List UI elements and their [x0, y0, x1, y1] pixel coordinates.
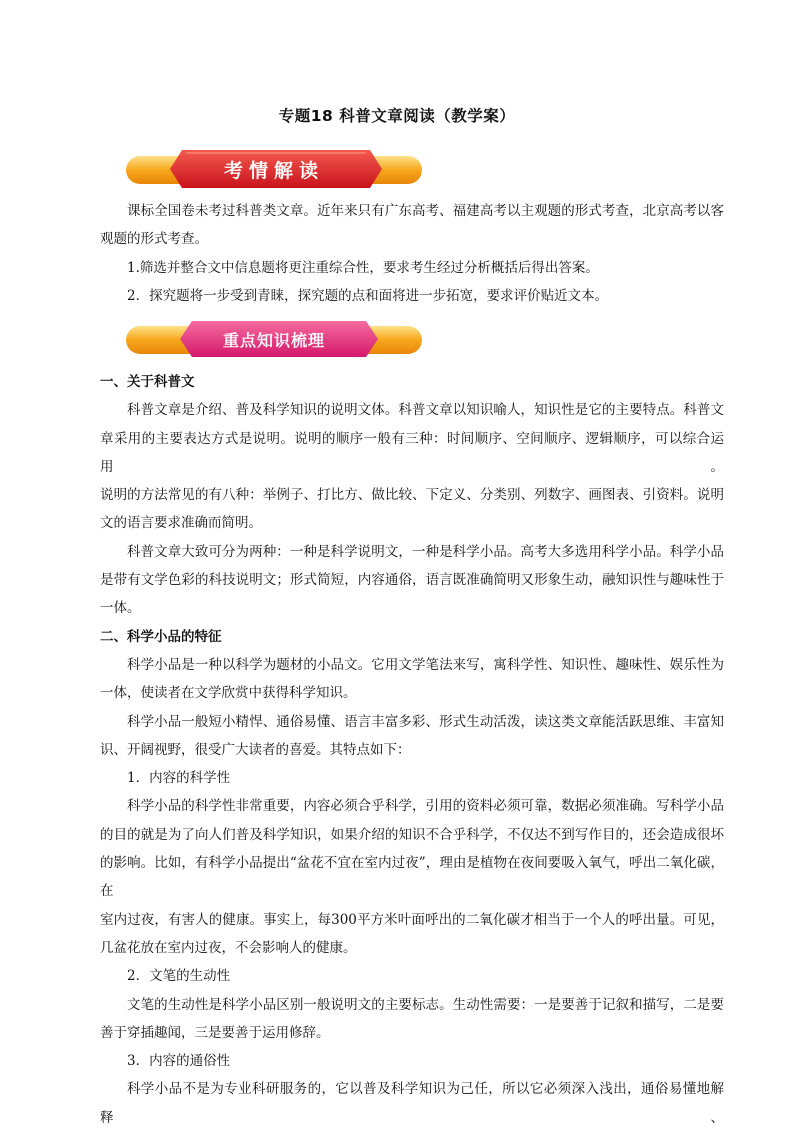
section-banner-key-knowledge: [120, 318, 428, 360]
intro-section: [100, 197, 724, 310]
body-line: 是带有文学色彩的科技说明文；形式简短，内容通俗，语言既准确简明又形象生动，融知识性与趣味性于: [100, 572, 724, 589]
body-line: 科普文章大致可分为两种：一种是科学说明文，一种是科学小品。高考大多选用科学小品。科学小品: [127, 543, 724, 560]
body-line: 科学小品不是为专业科研服务的，它以普及科学知识为己任，所以它必须深入浅出，通俗易懂地解释、: [100, 1081, 724, 1126]
intro-line: 2．探究题将一步受到青睐，探究题的点和面将进一步拓宽，要求评价贴近文本。: [127, 287, 609, 304]
body-line: 科普文章是介绍、普及科学知识的说明文体。科普文章以知识喻人，知识性是它的主要特点。科普文: [127, 402, 724, 419]
section-banner-exam-analysis: [120, 148, 428, 190]
body-line: 一体，使读者在文学欣赏中获得科学知识。: [100, 685, 357, 702]
document-title: 专题18 科普文章阅读（教学案）: [278, 107, 516, 125]
body-line: 章采用的主要表达方式是说明。说明的顺序一般有三种：时间顺序、空间顺序、逻辑顺序，可以综合运用。: [100, 430, 724, 475]
body-line: 科学小品是一种以科学为题材的小品文。它用文学笔法来写，寓科学性、知识性、趣味性、娱乐性为: [127, 656, 724, 673]
intro-line: 1.筛选并整合文中信息题将更注重综合性，要求考生经过分析概括后得出答案。: [127, 259, 599, 276]
body-line: 室内过夜，有害人的健康。事实上，每300平方米叶面呼出的二氧化碳才相当于一个人的呼出量。可见，: [100, 911, 724, 928]
section-heading: 二、科学小品的特征: [100, 628, 222, 645]
body-line: 文的语言要求准确而简明。: [100, 515, 262, 532]
body-section: [100, 368, 724, 1132]
body-line: 科学小品一般短小精悍、通俗易懂、语言丰富多彩、形式生动活泼，读这类文章能活跃思维、丰富知: [127, 713, 724, 730]
intro-line: 课标全国卷未考过科普类文章。近年来只有广东高考、福建高考以主观题的形式考查，北京高考以客: [127, 203, 724, 219]
body-line: 识、开阔视野，很受广大读者的喜爱。其特点如下：: [100, 741, 411, 758]
body-line: 的影响。比如，有科学小品提出“盆花不宜在室内过夜”，理由是植物在夜间要吸入氧气，呼出二氧化碳，在: [100, 855, 724, 900]
body-line: 说明的方法常见的有八种：举例子、打比方、做比较、下定义、分类别、列数字、画图表、引资料。说明: [100, 487, 724, 504]
section-heading: 一、关于科普文: [100, 374, 195, 390]
body-line: 的目的就是为了向人们普及科学知识，如果介绍的知识不合乎科学，不仅达不到写作目的，还会造成很坏: [100, 826, 724, 843]
body-line: 科学小品的科学性非常重要，内容必须合乎科学，引用的资料必须可靠，数据必须准确。写科学小品: [127, 798, 724, 815]
intro-line: 观题的形式考查。: [100, 231, 208, 248]
subsection-heading: 1．内容的科学性: [127, 770, 231, 787]
body-line: 一体。: [100, 600, 141, 617]
banner-label: 考情解读: [223, 159, 324, 182]
subsection-heading: 3．内容的通俗性: [127, 1053, 231, 1070]
body-line: 文笔的生动性是科学小品区别一般说明文的主要标志。生动性需要：一是要善于记叙和描写，二是要: [127, 996, 724, 1013]
subsection-heading: 2．文笔的生动性: [127, 968, 231, 985]
body-line: 几盆花放在室内过夜，不会影响人的健康。: [100, 939, 357, 956]
banner-label: 重点知识梳理: [222, 330, 325, 350]
body-line: 善于穿插趣闻，三是要善于运用修辞。: [100, 1024, 330, 1041]
